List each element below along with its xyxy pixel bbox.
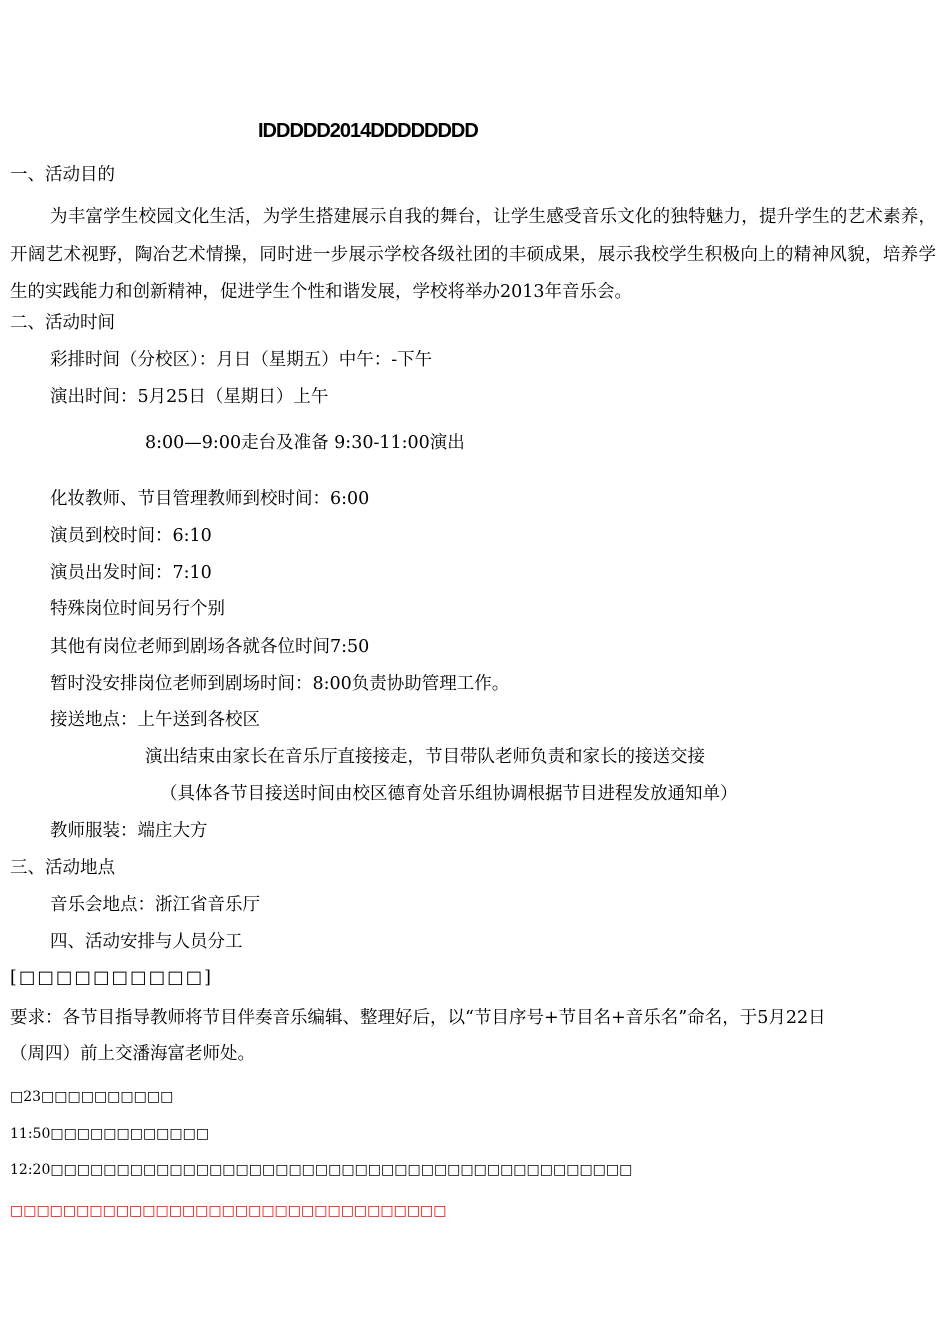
garbled-line-2: 11:50□□□□□□□□□□□□ xyxy=(10,1126,210,1142)
garbled-line-1: □23□□□□□□□□□□ xyxy=(10,1089,174,1105)
special-posts: 特殊岗位时间另行个别 xyxy=(50,599,225,619)
section-1-heading: 一、活动目的 xyxy=(10,165,115,185)
unassigned-teachers-time: 暂时没安排岗位老师到剧场时间：8:00负责协助管理工作。 xyxy=(50,674,510,694)
section-3-heading: 三、活动地点 xyxy=(10,858,115,878)
show-schedule: 8:00—9:00走台及准备 9:30-11:00演出 xyxy=(145,433,465,453)
bracket-placeholder-line: [□□□□□□□□□□] xyxy=(10,968,213,988)
document-title: IDDDDD2014DDDDDDDD xyxy=(258,120,478,142)
pickup-after-show: 演出结束由家长在音乐厅直接接走，节目带队老师负责和家长的接送交接 xyxy=(145,747,705,767)
other-teachers-time: 其他有岗位老师到剧场各就各位时间7:50 xyxy=(50,637,370,657)
pickup-note: （具体各节目接送时间由校区德育处音乐组协调根据节目进程发放通知单） xyxy=(160,784,738,804)
garbled-line-3: 12:20□□□□□□□□□□□□□□□□□□□□□□□□□□□□□□□□□□□□□□□□□□□□ xyxy=(10,1162,633,1178)
garbled-red-line: □□□□□□□□□□□□□□□□□□□□□□□□□□□□□□□□□ xyxy=(10,1203,447,1219)
venue: 音乐会地点：浙江省音乐厅 xyxy=(50,895,260,915)
actors-arrive-time: 演员到校时间：6:10 xyxy=(50,526,212,546)
teacher-dress: 教师服装：端庄大方 xyxy=(50,821,208,841)
requirement-line-2: （周四）前上交潘海富老师处。 xyxy=(10,1044,255,1064)
actors-depart-time: 演员出发时间：7:10 xyxy=(50,563,212,583)
section-2-heading: 二、活动时间 xyxy=(10,313,115,333)
requirement-line-1: 要求：各节目指导教师将节目伴奏音乐编辑、整理好后，以“节目序号+节目名+音乐名”命名，于5月22日 xyxy=(10,1008,826,1028)
pickup-place: 接送地点：上午送到各校区 xyxy=(50,710,260,730)
rehearsal-time: 彩排时间（分校区）：月日（星期五）中午：-下午 xyxy=(50,350,433,370)
section-4-heading: 四、活动安排与人员分工 xyxy=(50,932,243,952)
makeup-time: 化妆教师、节目管理教师到校时间：6:00 xyxy=(50,489,370,509)
show-time: 演出时间：5月25日（星期日）上午 xyxy=(50,387,329,407)
purpose-paragraph: 为丰富学生校园文化生活，为学生搭建展示自我的舞台，让学生感受音乐文化的独特魅力，提升学生的艺术素养，开阔艺术视野，陶冶艺术情操，同时进一步展示学校各级社团的丰硕成果，展示我校学生积极向上的精神风貌，培养学生的实践能力和创新精神，促进学生个性和谐发展，学校将举办2013年音乐会。 xyxy=(10,207,936,302)
